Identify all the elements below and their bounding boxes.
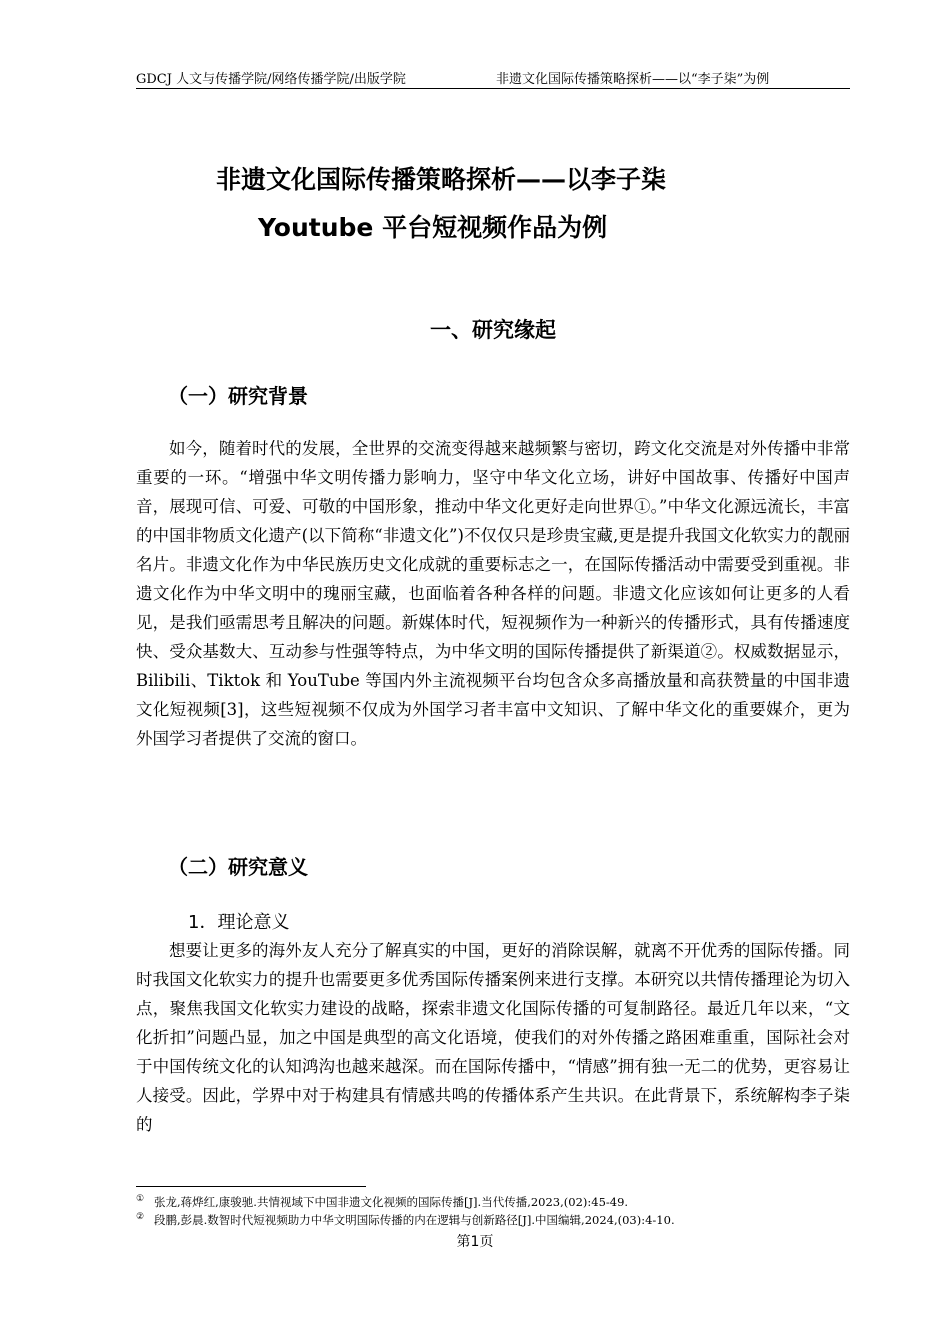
footnote-text: 段鹏,彭晨.数智时代短视频助力中华文明国际传播的内在逻辑与创新路径[J].中国编辑,2024,(03):4-10. — [154, 1213, 675, 1227]
subsection-heading-background: （一）研究背景 — [168, 384, 308, 408]
page-number: 第1页 — [456, 1234, 494, 1250]
running-header — [136, 68, 850, 89]
header-institution: GDCJ 人文与传播学院/网络传播学院/出版学院 — [136, 72, 406, 87]
footnote-separator — [136, 1186, 366, 1187]
footnote: ② 段鹏,彭晨.数智时代短视频助力中华文明国际传播的内在逻辑与创新路径[J].中国编辑,2024,(03):4-10. — [136, 1212, 675, 1227]
footnote-text: 张龙,蒋烨红,康骏驰.共情视域下中国非遗文化视频的国际传播[J].当代传播,2023,(02):45-49. — [154, 1195, 629, 1209]
background-paragraph: 如今，随着时代的发展，全世界的交流变得越来越频繁与密切，跨文化交流是对外传播中非常重要的一环。“增强中华文明传播力影响力，坚守中华文化立场，讲好中国故事、传播好中国声音，展现可信、可爱、可敬的中国形象，推动中华文化更好走向世界①。”中华文化源远流长，丰富的中国非物质文化遗产(以下简称“非遗文化”)不仅仅只是珍贵宝藏,更是提升我国文化软实力的靓丽名片。非遗文化作为中华民族历史文化成就的重要标志之一，在国际传播活动中需要受到重视。非遗文化作为中华文明中的瑰丽宝藏，也面临着各种各样的问题。非遗文化应该如何让更多的人看见，是我们亟需思考且解决的问题。新媒体时代，短视频作为一种新兴的传播形式，具有传播速度快、受众基数大、互动参与性强等特点，为中华文明的国际传播提供了新渠道②。权威数据显示，Bilibili、Tiktok 和 YouTube 等国内外主流视频平台均包含众多高播放量和高获赞量的中国非遗文化短视频[3]，这些短视频不仅成为外国学习者丰富中文知识、了解中华文化的重要媒介，更为外国学习者提供了交流的窗口。 — [136, 439, 850, 748]
section-heading: 一、研究缘起 — [430, 318, 556, 342]
subsection-heading-significance: （二）研究意义 — [168, 855, 308, 879]
paper-title-line-1: 非遗文化国际传播策略探析——以李子柒 — [216, 165, 667, 194]
item-heading-theory: 1．理论意义 — [188, 912, 290, 933]
header-short-title: 非遗文化国际传播策略探析——以“李子柒”为例 — [496, 72, 770, 87]
paper-title-line-2: Youtube 平台短视频作品为例 — [258, 213, 608, 242]
theory-paragraph: 想要让更多的海外友人充分了解真实的中国，更好的消除误解，就离不开优秀的国际传播。同时我国文化软实力的提升也需要更多优秀国际传播案例来进行支撑。本研究以共情传播理论为切入点，聚焦我国文化软实力建设的战略，探索非遗文化国际传播的可复制路径。最近几年以来，“文化折扣”问题凸显，加之中国是典型的高文化语境，使我们的对外传播之路困难重重，国际社会对于中国传统文化的认知鸿沟也越来越深。而在国际传播中，“情感”拥有独一无二的优势，更容易让人接受。因此，学界中对于构建具有情感共鸣的传播体系产生共识。在此背景下，系统解构李子柒的 — [136, 941, 850, 1134]
footnote: ① 张龙,蒋烨红,康骏驰.共情视域下中国非遗文化视频的国际传播[J].当代传播,2023,(02):45-49. — [136, 1194, 629, 1209]
